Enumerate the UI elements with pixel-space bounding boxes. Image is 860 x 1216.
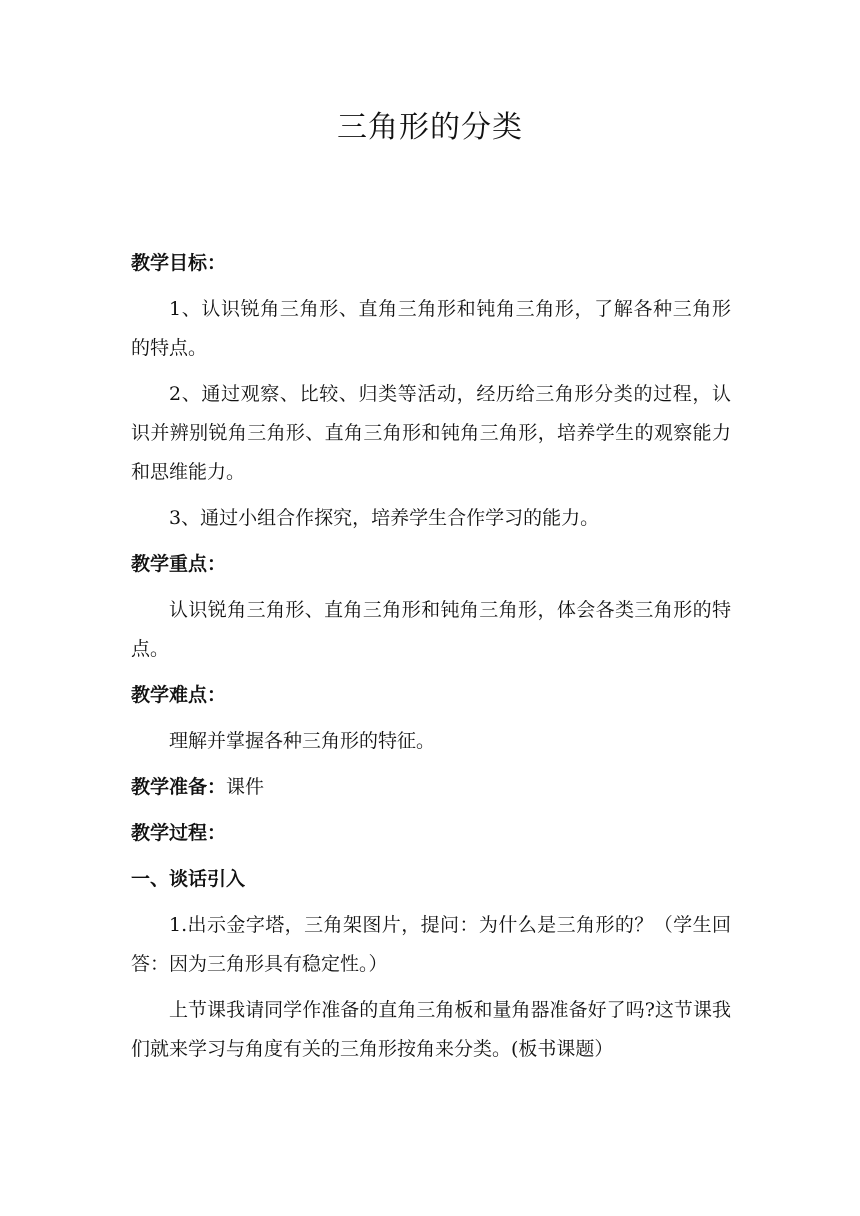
objectives-heading: 教学目标： bbox=[131, 252, 227, 274]
process-heading: 教学过程： bbox=[131, 822, 227, 844]
page-title: 三角形的分类 bbox=[337, 110, 523, 145]
preparation-line bbox=[131, 768, 731, 807]
preparation-text: 课件 bbox=[226, 776, 265, 798]
preparation-heading: 教学准备： bbox=[131, 776, 227, 798]
document-body bbox=[131, 244, 731, 1076]
objective-item-2: 2、通过观察、比较、归类等活动，经历给三角形分类的过程，认识并辨别锐角三角形、直角三角形和钝角三角形，培养学生的观察能力和思维能力。 bbox=[131, 383, 731, 483]
section-1-paragraph-1: 1.出示金字塔，三角架图片，提问：为什么是三角形的？（学生回答：因为三角形具有稳定性。） bbox=[131, 914, 731, 975]
key-points-text: 认识锐角三角形、直角三角形和钝角三角形，体会各类三角形的特点。 bbox=[131, 599, 731, 660]
difficulties-heading: 教学难点： bbox=[131, 684, 227, 706]
key-points-heading: 教学重点： bbox=[131, 553, 227, 575]
section-1-paragraph-2: 上节课我请同学作准备的直角三角板和量角器准备好了吗?这节课我们就来学习与角度有关的三角形按角来分类。(板书课题） bbox=[131, 999, 731, 1060]
objective-item-1: 1、认识锐角三角形、直角三角形和钝角三角形，了解各种三角形的特点。 bbox=[131, 298, 731, 359]
objective-item-3: 3、通过小组合作探究，培养学生合作学习的能力。 bbox=[169, 507, 600, 529]
section-1-heading: 一、谈话引入 bbox=[131, 868, 246, 890]
difficulties-text: 理解并掌握各种三角形的特征。 bbox=[169, 730, 436, 752]
